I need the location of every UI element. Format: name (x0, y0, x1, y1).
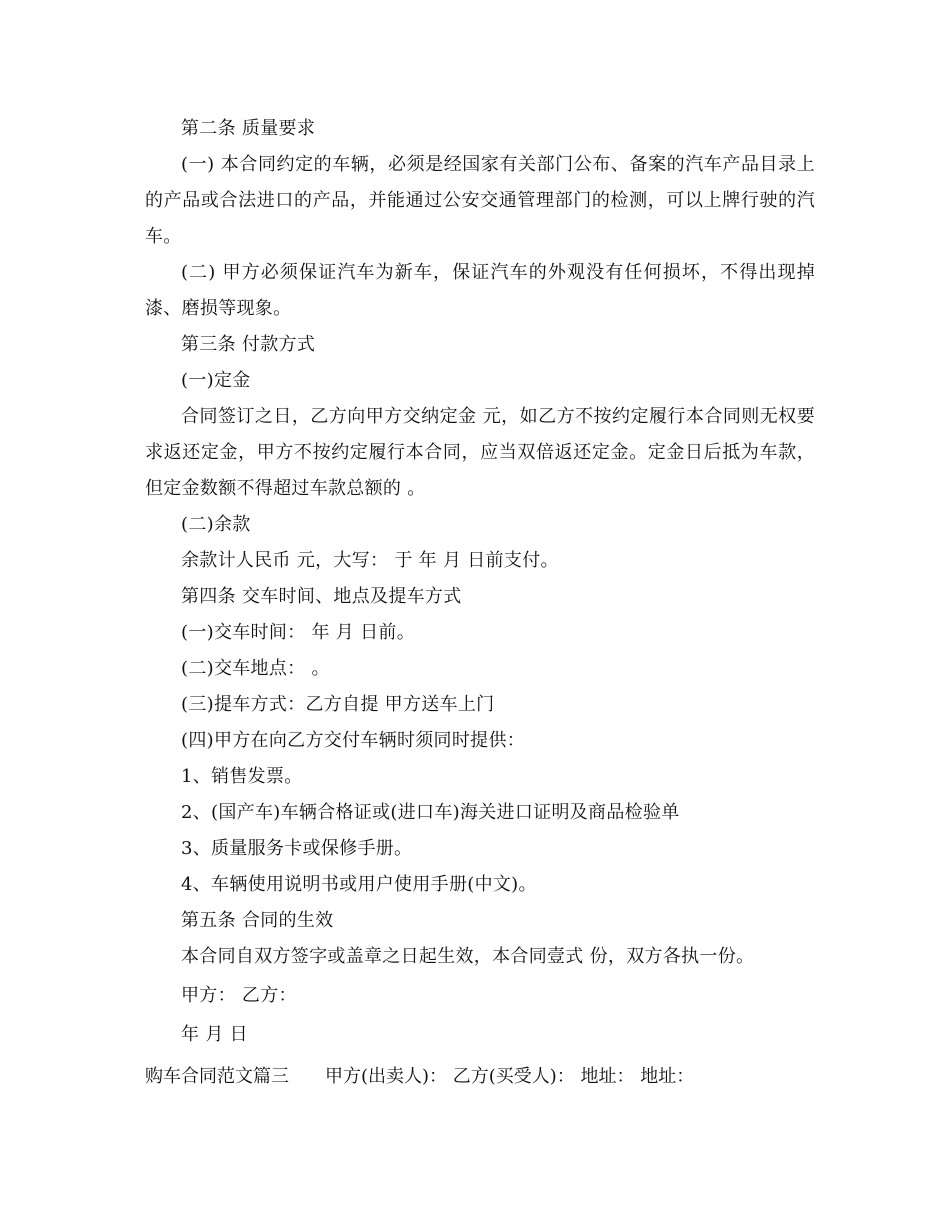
list-item-2: 2、(国产车)车辆合格证或(进口车)海关进口证明及商品检验单 (181, 802, 680, 823)
pickup-method: (三)提车方式：乙方自提 甲方送车上门 (181, 694, 495, 715)
signature-parties: 甲方： 乙方： (181, 985, 297, 1006)
delivery-documents: (四)甲方在向乙方交付车辆时须同时提供： (181, 730, 526, 751)
footer-line (145, 1059, 694, 1095)
section-heading-4: 第四条 交车时间、地点及提车方式 (181, 586, 462, 607)
subheading-deposit: (一)定金 (181, 370, 251, 391)
paragraph-effect: 本合同自双方签字或盖章之日起生效，本合同壹式 份，双方各执一份。 (181, 946, 755, 967)
paragraph-quality-1: (一) 本合同约定的车辆，必须是经国家有关部门公布、备案的汽车产品目录上的产品或合法进口的产品，并能通过公安交通管理部门的检测，可以上牌行驶的汽车。 (145, 154, 815, 247)
list-item-1: 1、销售发票。 (181, 766, 303, 787)
signature-date: 年 月 日 (181, 1024, 248, 1045)
list-item-4: 4、车辆使用说明书或用户使用手册(中文)。 (181, 874, 537, 895)
subheading-balance: (二)余款 (181, 514, 251, 535)
delivery-time: (一)交车时间： 年 月 日前。 (181, 622, 416, 643)
next-section-parties: 甲方(出卖人)： 乙方(买受人)： 地址： 地址： (325, 1066, 695, 1087)
paragraph-deposit: 合同签订之日，乙方向甲方交纳定金 元，如乙方不按约定履行本合同则无权要求返还定金，甲方不按约定履行本合同，应当双倍返还定金。定金日后抵为车款，但定金数额不得超过车款总额的 。 (145, 406, 815, 499)
next-section-title: 购车合同范文篇三 (145, 1066, 289, 1087)
section-heading-5: 第五条 合同的生效 (181, 910, 334, 931)
section-heading-2: 第二条 质量要求 (181, 118, 316, 139)
list-item-3: 3、质量服务卡或保修手册。 (181, 838, 413, 859)
paragraph-quality-2: (二) 甲方必须保证汽车为新车，保证汽车的外观没有任何损坏，不得出现掉漆、磨损等现象。 (145, 262, 815, 319)
section-heading-3: 第三条 付款方式 (181, 334, 316, 355)
delivery-place: (二)交车地点： 。 (181, 658, 330, 679)
paragraph-balance: 余款计人民币 元，大写： 于 年 月 日前支付。 (181, 550, 559, 571)
